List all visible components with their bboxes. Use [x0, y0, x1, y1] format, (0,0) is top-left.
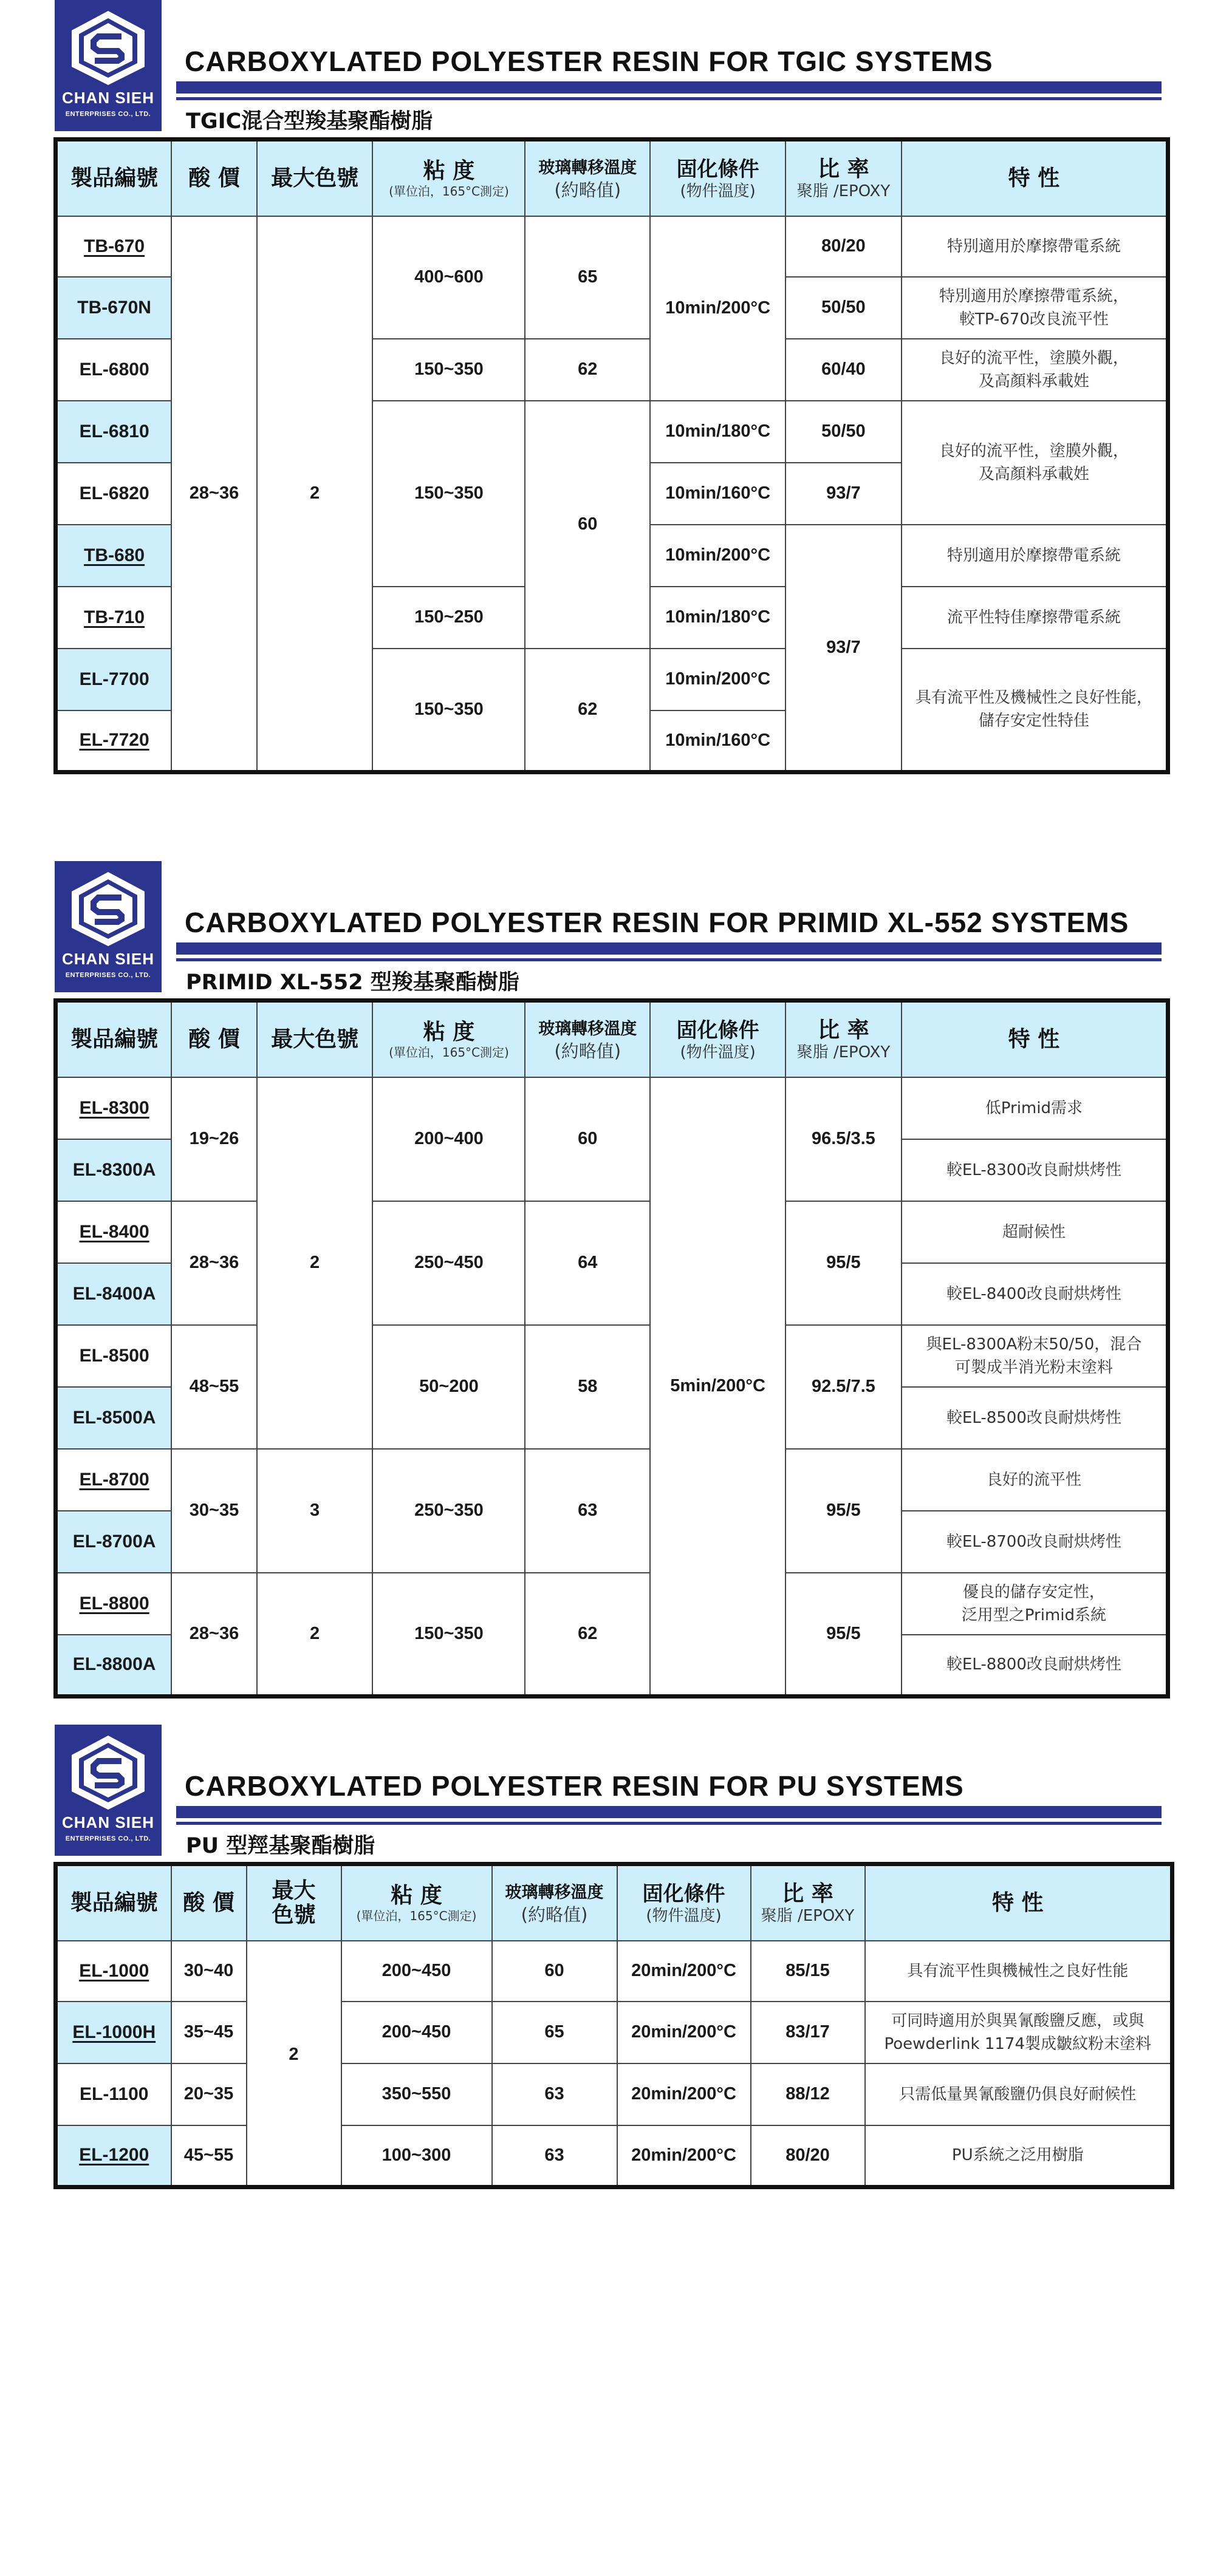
header-cure: 固化條件 (物件溫度) [617, 1864, 751, 1941]
ratio-value: 80/20 [751, 2125, 865, 2187]
brand-subname: ENTERPRISES CO., LTD. [65, 1835, 151, 1842]
product-code[interactable]: EL-8500 [56, 1325, 172, 1387]
product-code[interactable]: EL-8400A [56, 1263, 172, 1325]
header-viscosity: 粘 度 (單位泊，165°C測定) [341, 1864, 492, 1941]
viscosity-value: 150~350 [372, 1573, 525, 1697]
acid-value: 28~36 [171, 1201, 257, 1325]
header-code: 製品編號 [56, 1001, 172, 1077]
feature-text: 良好的流平性，塗膜外觀， 及高顏料承載姓 [902, 339, 1168, 401]
feature-text: 較EL-8300改良耐烘烤性 [902, 1139, 1168, 1201]
brand-subname: ENTERPRISES CO., LTD. [65, 972, 151, 979]
acid-value: 19~26 [171, 1077, 257, 1201]
feature-text: 流平性特佳摩擦帶電系統 [902, 587, 1168, 649]
header-cure: 固化條件 (物件溫度) [650, 140, 785, 216]
tgic-spec-table [53, 137, 1170, 774]
title-rule [176, 1806, 1162, 1818]
primid-spec-table [53, 998, 1170, 1699]
tg-value: 63 [492, 2063, 617, 2125]
viscosity-value: 150~350 [372, 649, 525, 772]
header-color: 最大色號 [257, 140, 373, 216]
tg-value: 62 [525, 1573, 650, 1697]
title-rule-thin [176, 958, 1162, 961]
ratio-value: 92.5/7.5 [785, 1325, 902, 1449]
hexagon-logo-icon [67, 1733, 149, 1812]
color-value: 2 [257, 1077, 373, 1449]
feature-text: 較EL-8700改良耐烘烤性 [902, 1511, 1168, 1573]
product-code[interactable]: TB-670N [56, 277, 172, 339]
tg-value: 65 [492, 2002, 617, 2063]
company-logo [55, 861, 162, 992]
viscosity-value: 200~450 [341, 2002, 492, 2063]
color-value: 3 [257, 1449, 373, 1573]
feature-text: 較EL-8400改良耐烘烤性 [902, 1263, 1168, 1325]
header-feature: 特 性 [865, 1864, 1172, 1941]
product-code[interactable]: TB-670 [56, 216, 172, 277]
product-code[interactable]: EL-8300A [56, 1139, 172, 1201]
color-value: 2 [257, 216, 373, 772]
section-subtitle: TGIC混合型羧基聚酯樹脂 [186, 109, 433, 134]
color-value: 2 [247, 1941, 341, 2187]
tg-value: 60 [525, 1077, 650, 1201]
product-code[interactable]: EL-6820 [56, 463, 172, 525]
viscosity-value: 350~550 [341, 2063, 492, 2125]
product-code[interactable]: TB-680 [56, 525, 172, 587]
brand-name: CHAN SIEH [61, 950, 154, 968]
ratio-value: 50/50 [785, 277, 902, 339]
product-code[interactable]: EL-8800 [56, 1573, 172, 1635]
tg-value: 62 [525, 649, 650, 772]
header-ratio: 比 率 聚脂 /EPOXY [751, 1864, 865, 1941]
product-code[interactable]: EL-8400 [56, 1201, 172, 1263]
ratio-value: 95/5 [785, 1201, 902, 1325]
header-tg: 玻璃轉移溫度 (約略值) [525, 140, 650, 216]
acid-value: 45~55 [171, 2125, 247, 2187]
feature-text: 低Primid需求 [902, 1077, 1168, 1139]
header-feature: 特 性 [902, 140, 1168, 216]
feature-text: 超耐候性 [902, 1201, 1168, 1263]
header-color: 最大 色號 [247, 1864, 341, 1941]
title-rule-thin [176, 1822, 1162, 1825]
tg-value: 63 [492, 2125, 617, 2187]
feature-text: 特別適用於摩擦帶電系統 [902, 216, 1168, 277]
header-tg: 玻璃轉移溫度 (約略值) [492, 1864, 617, 1941]
brand-name: CHAN SIEH [61, 1813, 154, 1831]
feature-text: 具有流平性與機械性之良好性能 [865, 1941, 1172, 2002]
product-code[interactable]: EL-8500A [56, 1387, 172, 1449]
section-title: CARBOXYLATED POLYESTER RESIN FOR PRIMID XL-552 SYSTEMS [185, 907, 1129, 938]
feature-text: 特別適用於摩擦帶電系統， 較TP-670改良流平性 [902, 277, 1168, 339]
header-color: 最大色號 [257, 1001, 373, 1077]
viscosity-value: 50~200 [372, 1325, 525, 1449]
product-code[interactable]: EL-6810 [56, 401, 172, 463]
cure-value: 5min/200°C [650, 1077, 785, 1697]
title-rule-thin [176, 97, 1162, 100]
header-ratio: 比 率 聚脂 /EPOXY [785, 1001, 902, 1077]
cure-value: 10min/200°C [650, 649, 785, 710]
feature-text: 良好的流平性 [902, 1449, 1168, 1511]
product-code[interactable]: EL-8800A [56, 1635, 172, 1697]
color-value: 2 [257, 1573, 373, 1697]
header-ratio: 比 率 聚脂 /EPOXY [785, 140, 902, 216]
viscosity-value: 100~300 [341, 2125, 492, 2187]
tg-value: 63 [525, 1449, 650, 1573]
header-acid: 酸 價 [171, 1001, 257, 1077]
product-code[interactable]: EL-1200 [56, 2125, 171, 2187]
product-code[interactable]: EL-1000H [56, 2002, 171, 2063]
viscosity-value: 250~350 [372, 1449, 525, 1573]
feature-text: PU系統之泛用樹脂 [865, 2125, 1172, 2187]
ratio-value: 95/5 [785, 1449, 902, 1573]
acid-value: 30~35 [171, 1449, 257, 1573]
feature-text: 只需低量異氰酸鹽仍俱良好耐候性 [865, 2063, 1172, 2125]
viscosity-value: 200~450 [341, 1941, 492, 2002]
header-code: 製品編號 [56, 1864, 171, 1941]
cure-value: 20min/200°C [617, 2063, 751, 2125]
ratio-value: 96.5/3.5 [785, 1077, 902, 1201]
ratio-value: 80/20 [785, 216, 902, 277]
viscosity-value: 200~400 [372, 1077, 525, 1201]
brand-subname: ENTERPRISES CO., LTD. [65, 111, 151, 118]
feature-text: 良好的流平性，塗膜外觀， 及高顏料承載姓 [902, 401, 1168, 525]
header-tg: 玻璃轉移溫度 (約略值) [525, 1001, 650, 1077]
title-rule [176, 942, 1162, 955]
company-logo [55, 1725, 162, 1856]
ratio-value: 83/17 [751, 2002, 865, 2063]
feature-text: 優良的儲存安定性， 泛用型之Primid系統 [902, 1573, 1168, 1635]
cure-value: 10min/180°C [650, 587, 785, 649]
brand-name: CHAN SIEH [61, 89, 154, 107]
tg-value: 60 [492, 1941, 617, 2002]
title-rule [176, 81, 1162, 94]
cure-value: 10min/200°C [650, 525, 785, 587]
product-code[interactable]: EL-7700 [56, 649, 172, 710]
cure-value: 20min/200°C [617, 1941, 751, 2002]
ratio-value: 50/50 [785, 401, 902, 463]
company-logo [55, 0, 162, 131]
header-viscosity: 粘 度 (單位泊，165°C測定) [372, 140, 525, 216]
tg-value: 65 [525, 216, 650, 339]
acid-value: 30~40 [171, 1941, 247, 2002]
product-code[interactable]: EL-6800 [56, 339, 172, 401]
feature-text: 與EL-8300A粉末50/50，混合 可製成半消光粉末塗料 [902, 1325, 1168, 1387]
header-feature: 特 性 [902, 1001, 1168, 1077]
section-subtitle: PU 型羥基聚酯樹脂 [186, 1834, 375, 1858]
product-code[interactable]: EL-1000 [56, 1941, 171, 2002]
cure-value: 20min/200°C [617, 2125, 751, 2187]
hexagon-logo-icon [67, 9, 149, 87]
ratio-value: 85/15 [751, 1941, 865, 2002]
viscosity-value: 150~350 [372, 339, 525, 401]
tg-value: 60 [525, 401, 650, 649]
product-code[interactable]: EL-8300 [56, 1077, 172, 1139]
viscosity-value: 250~450 [372, 1201, 525, 1325]
header-viscosity: 粘 度 (單位泊，165°C測定) [372, 1001, 525, 1077]
feature-text: 具有流平性及機械性之良好性能， 儲存安定性特佳 [902, 649, 1168, 772]
cure-value: 10min/160°C [650, 710, 785, 772]
cure-value: 20min/200°C [617, 2002, 751, 2063]
pu-spec-table [53, 1862, 1174, 2189]
tg-value: 58 [525, 1325, 650, 1449]
section-title: CARBOXYLATED POLYESTER RESIN FOR PU SYSTEMS [185, 1770, 964, 1802]
acid-value: 35~45 [171, 2002, 247, 2063]
feature-text: 可同時適用於與異氰酸鹽反應，或與 Poewderlink 1174製成皺紋粉末塗料 [865, 2002, 1172, 2063]
ratio-value: 60/40 [785, 339, 902, 401]
section-title: CARBOXYLATED POLYESTER RESIN FOR TGIC SYSTEMS [185, 46, 993, 77]
acid-value: 48~55 [171, 1325, 257, 1449]
ratio-value: 93/7 [785, 525, 902, 772]
acid-value: 20~35 [171, 2063, 247, 2125]
viscosity-value: 400~600 [372, 216, 525, 339]
header-code: 製品編號 [56, 140, 172, 216]
ratio-value: 88/12 [751, 2063, 865, 2125]
acid-value: 28~36 [171, 1573, 257, 1697]
section-subtitle: PRIMID XL-552 型羧基聚酯樹脂 [186, 970, 519, 995]
tg-value: 64 [525, 1201, 650, 1325]
product-code[interactable]: EL-7720 [56, 710, 172, 772]
viscosity-value: 150~350 [372, 401, 525, 587]
feature-text: 較EL-8500改良耐烘烤性 [902, 1387, 1168, 1449]
cure-value: 10min/180°C [650, 401, 785, 463]
tg-value: 62 [525, 339, 650, 401]
product-code[interactable]: TB-710 [56, 587, 172, 649]
cure-value: 10min/200°C [650, 216, 785, 401]
feature-text: 特別適用於摩擦帶電系統 [902, 525, 1168, 587]
viscosity-value: 150~250 [372, 587, 525, 649]
product-code[interactable]: EL-8700 [56, 1449, 172, 1511]
ratio-value: 95/5 [785, 1573, 902, 1697]
ratio-value: 93/7 [785, 463, 902, 525]
hexagon-logo-icon [67, 870, 149, 949]
acid-value: 28~36 [171, 216, 257, 772]
cure-value: 10min/160°C [650, 463, 785, 525]
header-cure: 固化條件 (物件溫度) [650, 1001, 785, 1077]
feature-text: 較EL-8800改良耐烘烤性 [902, 1635, 1168, 1697]
header-acid: 酸 價 [171, 1864, 247, 1941]
product-code[interactable]: EL-8700A [56, 1511, 172, 1573]
header-acid: 酸 價 [171, 140, 257, 216]
product-code[interactable]: EL-1100 [56, 2063, 171, 2125]
